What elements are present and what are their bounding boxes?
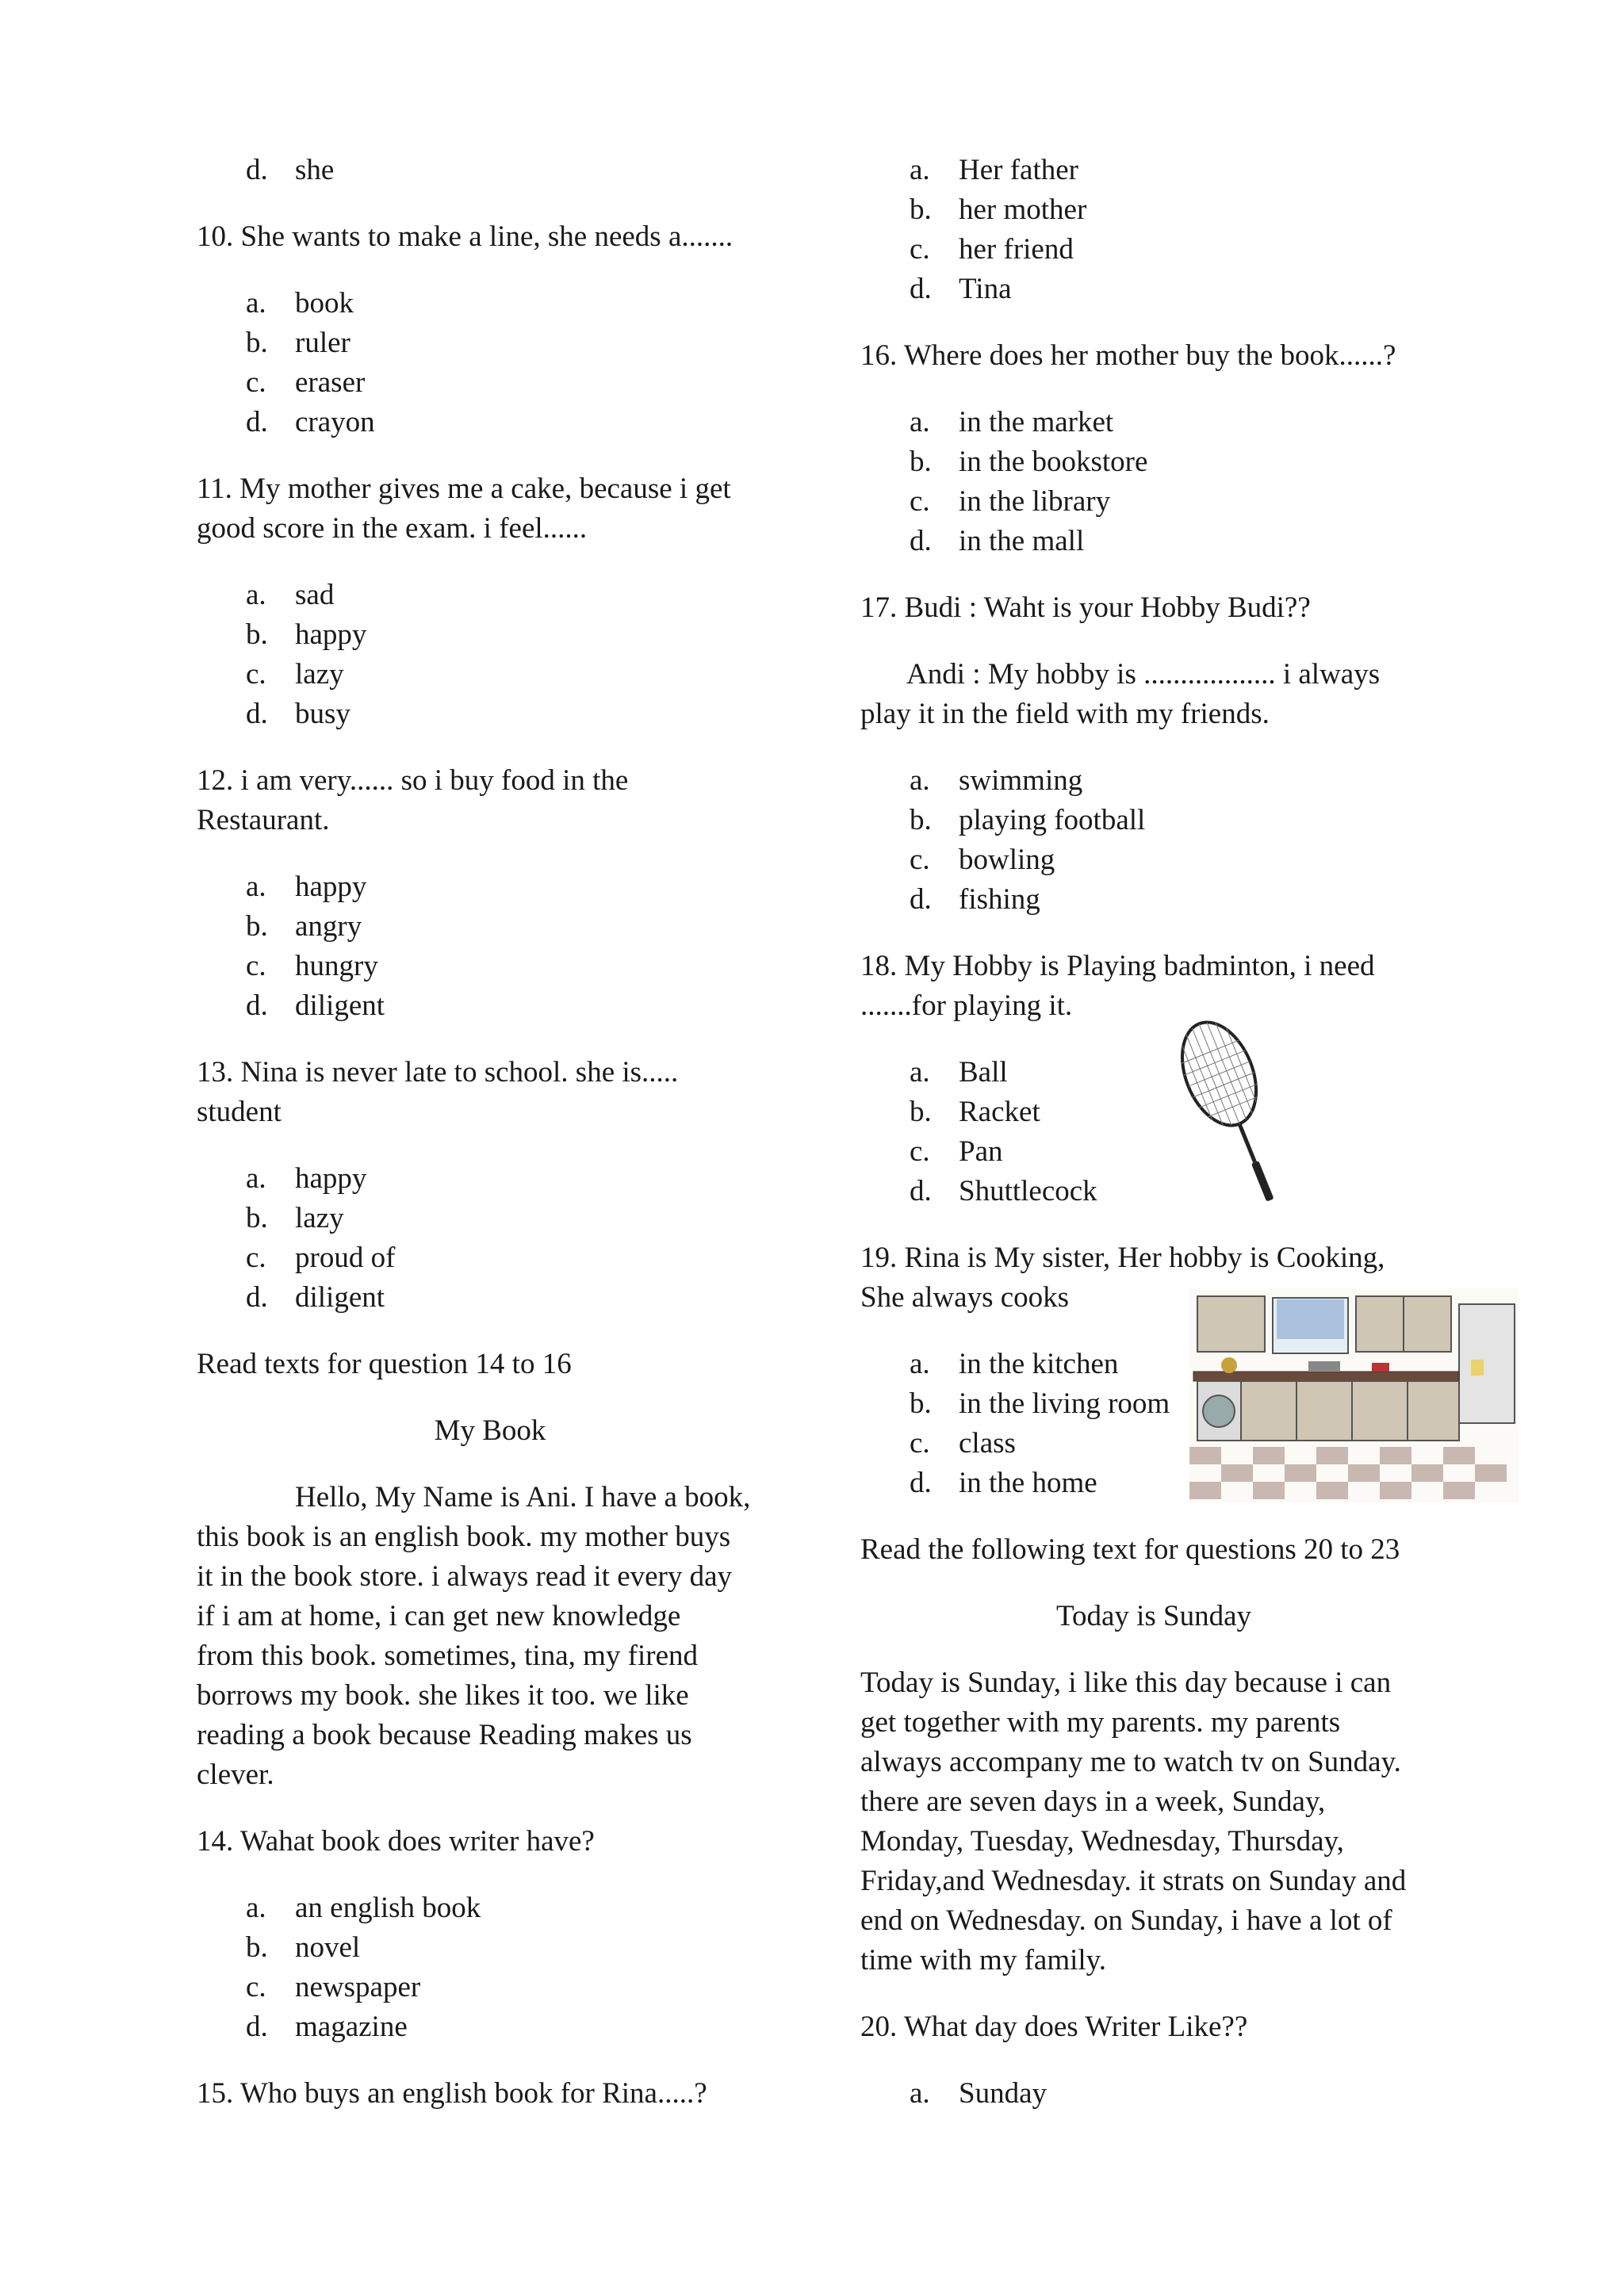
option-b: b. Racket: [910, 1096, 1040, 1128]
option-d: d. magazine: [246, 2011, 408, 2043]
q14-options: [197, 1888, 783, 2047]
q18-options: [860, 1053, 1447, 1211]
option-a: a. Ball: [910, 1056, 1008, 1089]
option-a: a. in the kitchen: [910, 1348, 1119, 1380]
read-instruction: Read texts for question 14 to 16: [197, 1348, 572, 1380]
option-d: d. Tina: [910, 273, 1012, 305]
passage-title: Today is Sunday: [1055, 1600, 1252, 1632]
q20-options: [860, 2074, 1447, 2114]
option-b: b. playing football: [910, 804, 1146, 836]
question-19: 19. Rina is My sister, Her hobby is Cooking, She always cooks: [860, 1242, 1385, 1314]
option-a: a. happy: [246, 871, 367, 903]
question-11: 11. My mother gives me a cake, because i get good score in the exam. i feel......: [197, 473, 731, 545]
option-a: a. Her father: [910, 154, 1078, 186]
question-10: 10. She wants to make a line, she needs a.......: [197, 220, 733, 253]
option-c: c. hungry: [246, 950, 378, 982]
kitchen-illustration: [1189, 1288, 1519, 1502]
question-15: 15. Who buys an english book for Rina.....?: [197, 2077, 707, 2110]
read-instruction: Read the following text for questions 20 to 23: [860, 1533, 1400, 1566]
option-d: d. she: [246, 154, 335, 186]
option-b: b. in the living room: [910, 1387, 1170, 1420]
option-b: b. in the bookstore: [910, 446, 1148, 478]
passage-title: My Book: [434, 1414, 546, 1447]
left-column: [197, 151, 783, 2141]
q17-options: [860, 761, 1447, 920]
q9-options: [197, 151, 783, 190]
option-a: a. swimming: [910, 764, 1083, 797]
option-b: b. angry: [246, 910, 362, 943]
passage-my-book: Hello, My Name is Ani. I have a book, this book is an english book. my mother buys it in the book store. i always read it every day if i am at home, i can get new knowledge from this book. sometimes, tina, my firend borrows my book. she likes it too. we like reading a book because Reading makes us clever.: [197, 1481, 751, 1791]
option-c: c. Pan: [910, 1135, 1003, 1168]
q12-options: [197, 867, 783, 1026]
option-d: d. in the mall: [910, 525, 1085, 557]
option-a: a. book: [246, 287, 354, 320]
option-a: a. in the market: [910, 406, 1114, 438]
q11-options: [197, 576, 783, 734]
question-12: 12. i am very...... so i buy food in the Restaurant.: [197, 764, 629, 836]
q15-options: [860, 151, 1447, 309]
option-c: c. in the library: [910, 485, 1111, 518]
option-b: b. her mother: [910, 193, 1087, 226]
option-d: d. crayon: [246, 406, 375, 438]
option-c: c. proud of: [246, 1242, 396, 1274]
question-18: 18. My Hobby is Playing badminton, i need .......for playing it.: [860, 950, 1375, 1022]
option-d: d. fishing: [910, 883, 1040, 916]
option-b: b. happy: [246, 618, 367, 651]
option-d: d. diligent: [246, 989, 385, 1022]
option-a: a. Sunday: [910, 2077, 1047, 2110]
option-a: a. an english book: [246, 1892, 481, 1924]
option-d: d. busy: [246, 698, 350, 730]
option-b: b. lazy: [246, 1202, 344, 1234]
option-c: c. newspaper: [246, 1971, 421, 2003]
option-c: c. class: [910, 1427, 1016, 1460]
option-a: a. sad: [246, 579, 335, 611]
q16-options: [860, 403, 1447, 561]
option-c: c. her friend: [910, 233, 1074, 266]
passage-today-is-sunday: Today is Sunday, i like this day because i can get together with my parents. my parents always accompany me to watch tv on Sunday. there are seven days in a week, Sunday, Monday, Tuesday, Wednesday, Thursday, Friday,and Wednesday. it strats on Sunday and end on Wednesday. on Sunday, i have a lot of time with my family.: [860, 1667, 1407, 1976]
right-column: [860, 151, 1447, 2141]
option-c: c. bowling: [910, 844, 1055, 876]
option-d: d. diligent: [246, 1281, 385, 1314]
option-d: d. Shuttlecock: [910, 1175, 1097, 1207]
option-d: d. in the home: [910, 1467, 1097, 1499]
option-c: c. eraser: [246, 366, 366, 399]
option-c: c. lazy: [246, 658, 344, 691]
badminton-racket-illustration: [1170, 1017, 1281, 1215]
q13-options: [197, 1159, 783, 1318]
question-20: 20. What day does Writer Like??: [860, 2011, 1248, 2043]
option-a: a. happy: [246, 1162, 367, 1195]
question-14: 14. Wahat book does writer have?: [197, 1825, 595, 1858]
option-b: b. novel: [246, 1931, 361, 1964]
option-b: b. ruler: [246, 327, 350, 359]
andi-dialogue: Andi : My hobby is .................. i always play it in the field with my friends.: [860, 658, 1381, 730]
q10-options: [197, 284, 783, 442]
question-16: 16. Where does her mother buy the book......?: [860, 339, 1396, 372]
question-17: 17. Budi : Waht is your Hobby Budi??: [860, 591, 1311, 624]
question-13: 13. Nina is never late to school. she is..... student: [197, 1056, 679, 1128]
